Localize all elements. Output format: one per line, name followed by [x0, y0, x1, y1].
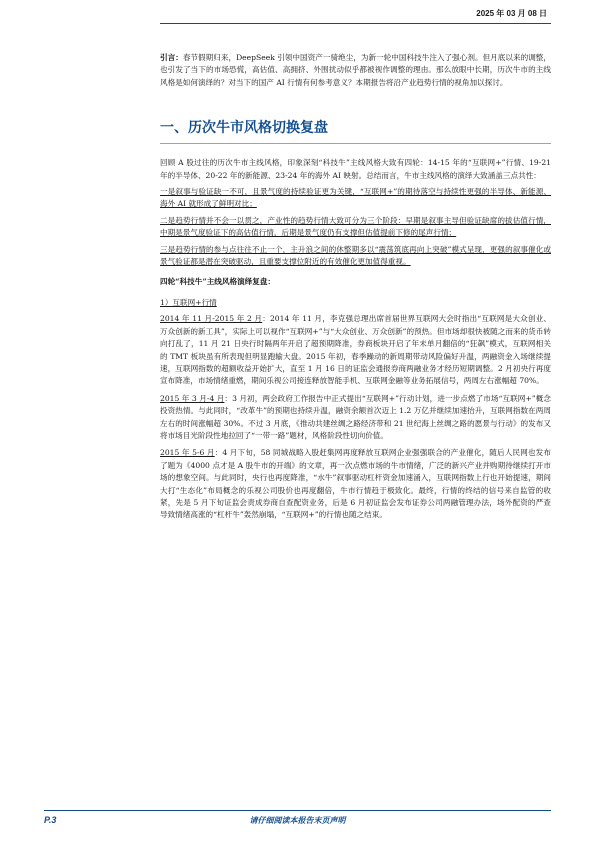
- intro-text: 春节假期归来，DeepSeek 引领中国资产一骑绝尘，为新一轮中国科技牛注入了强心剂。但月底以来的调整，也引发了当下的市场恐慌，高估值、高拥挤、外围扰动似乎都被视作调整的理由。那么放眼中长期，历次牛市的主线风格是如何演绎的？对当下的国产 AI 行情有何参考意义？本期报告将沿产业趋势行情的视角加以探讨。: [160, 53, 552, 87]
- phase-text: ：4 月下旬，58 同城战略入股赶集网再度释放互联网企业强强联合的产业催化，随后人民网也发布了题为《4000 点才是 A 股牛市的开端》的文章，再一次点燃市场的牛市情绪，广泛的新兴产业并购期待继续打开市场的想象空间。与此同时，央行也再度降准，“水牛”叙事驱动杠杆资金加速涌入，互联网指数上行也开始提速，期间大打“生态化”布局概念的乐视公司股价也再度翻倍，牛市行情趋于极致化。最终，行情的终结的信号来自监管的收紧，先是 5 月下旬证监会责成券商自查配资业务，后是 6 月初证监会发布证券公司两融管理办法，场外配资的严查导致情绪高涨的“杠杆牛”轰然崩塌，“互联网+”的行情也随之结束。: [160, 448, 552, 520]
- phase-text: ：3 月初，两会政府工作报告中正式提出“互联网+”行动计划，进一步点燃了市场“互联网+”概念投资热情。与此同时，“改革牛”的预期也持续升温，融资余额首次迈上 1.2 万亿并继续加速抬升，互联网指数在两周左右的时间涨幅超 30%。不过 3 月底，《推动共建丝绸之路经济带和 21 世纪海上丝绸之路的愿景与行动》的发布又将市场目光阶段性地拉回了“一带一路”题材，风格阶段性切向价值。: [160, 393, 551, 440]
- point-3: 三是趋势行情的参与点往往不止一个，主升浪之间的休整期多以“震荡筑底再向上突破”模式呈现，更强的叙事催化或景气验证都是潜在突破驱动，且重要支撑位附近的有效催化更加值得重视。: [160, 244, 551, 267]
- phase-paragraph-1: [160, 313, 551, 387]
- phase-period: 2014 年 11 月-2015 年 2 月: [160, 314, 263, 324]
- footer-disclaimer: 请仔细阅读本报告末页声明: [249, 815, 346, 825]
- page-number: P.3: [44, 815, 57, 825]
- footer-divider: [44, 810, 551, 811]
- header-divider: [160, 23, 551, 24]
- subsection-title: 1）互联网+行情: [160, 297, 217, 307]
- intro-lead: 引言：: [160, 53, 183, 62]
- phase-paragraph-2: [160, 393, 551, 443]
- report-date: 2025 年 03 月 08 日: [476, 9, 547, 18]
- section-title: 一、历次牛市风格切换复盘: [160, 120, 328, 137]
- phase-paragraph-3: [160, 447, 551, 521]
- section-divider: [160, 143, 551, 144]
- phase-text: ：2014 年 11 月，李克强总理出席首届世界互联网大会时指出“互联网是大众创业、万众创新的新工具”，实际上可以视作“互联网+”与“大众创业、万众创新”的预热。但市场却很快被随之而来的货币转向打乱了，11 月 21 日央行时隔两年开启了超预期降准，券商板块开启了年末单月翻倍的“狂飙”模式，互联网相关的 TMT 板块虽有所表现但明显跑输大盘。2015 年初，春季躁动的新周期带动风险偏好升温，两融资金入场继续提速，互联网指数的超额收益开始扩大，直至 1 月 16 日的证监会通报券商两融业务才经历短期调整。2 月初央行再度宣布降准，市场情绪重燃，期间乐视公司接连释放智能手机、互联网金融等业务拓展信号，两周左右涨幅超 70%。: [160, 314, 551, 386]
- intro-paragraph: [160, 52, 551, 89]
- point-1: 一是叙事与验证缺一不可，且景气度的持续验证更为关键，“互联网+”的期待落空与持续性更强的半导体、新能源、海外 AI 就形成了鲜明对比；: [160, 187, 551, 209]
- subheading: 四轮“科技牛”主线风格演绎复盘：: [160, 277, 276, 287]
- phase-period: 2015 年 3 月-4 月: [160, 393, 225, 403]
- main-content: [160, 28, 551, 522]
- point-2: 二是趋势行情并不会一以贯之，产业性的趋势行情大致可分为三个阶段：早期是叙事主导但验证缺席的拔估值行情，中期是景气度验证下的高估值行情，后期是景气度仍有支撑但估值提前下修的尾声行情；: [160, 215, 551, 238]
- overview-paragraph: 回顾 A 股过往的历次牛市主线风格，印象深刻“科技牛”主线风格大致有四轮：14-15 年的“互联网+”行情、19-21 年的半导体、20-22 年的新能源、23-24 年的海外 AI 映射。总结而言，牛市主线风格的演绎大致涵盖三点共性：: [160, 158, 551, 180]
- phase-period: 2015 年 5-6 月: [160, 448, 215, 458]
